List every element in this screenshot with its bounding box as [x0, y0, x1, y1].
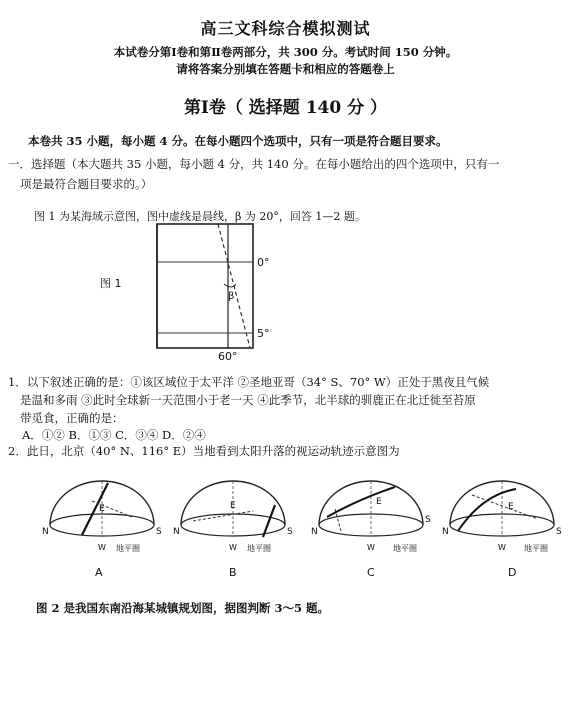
diagram-d-n-label: N	[442, 527, 449, 537]
diagram-c-horizon-label: 地平圈	[393, 544, 417, 553]
diagram-d-horizon-label: 地平圈	[524, 544, 548, 553]
diagram-b-n-label: N	[173, 527, 180, 537]
diagram-b-w-label: W	[229, 543, 237, 552]
diagram-d-s-label: S	[556, 527, 562, 537]
diagram-c-graphic	[319, 481, 423, 536]
question1-options: A．①② B．①③ C．③④ D．②④	[22, 428, 206, 442]
exam-subtitle-1: 本试卷分第Ⅰ卷和第Ⅱ卷两部分，共 300 分。考试时间 150 分钟。	[113, 45, 458, 59]
section-title: 第Ⅰ卷（ 选择题 140 分 ）	[183, 98, 388, 118]
diagram-b-e-label: E	[230, 501, 236, 511]
longitude-60-label: 60°	[218, 350, 238, 363]
diagram-a-w-label: W	[98, 543, 106, 552]
diagram-c-s-label: S	[425, 515, 431, 525]
diagram-d-letter: D	[508, 566, 517, 579]
diagram-d-e-label: E	[508, 502, 514, 512]
beta-angle-label: β	[228, 291, 235, 302]
diagram-c-n-label: N	[311, 527, 318, 537]
diagram-b-s-label: S	[287, 527, 293, 537]
figure1-label: 图 1	[100, 277, 122, 290]
diagram-d-graphic	[450, 481, 554, 536]
part-title-line1: 一．选择题（本大题共 35 小题，每小题 4 分，共 140 分。在每小题给出的四个选项中，只有一	[8, 157, 500, 171]
diagram-a-e-label: E	[99, 504, 105, 514]
question1-line2: 是温和多雨 ③此时全球新一天范围小于老一天 ④此季节，北半球的驯鹿正在北迁徙至苔原	[20, 393, 476, 407]
question2-line1: 2．此日，北京（40° N、116° E）当地看到太阳升落的视运动轨迹示意图为	[8, 444, 400, 458]
figure2-intro: 图 2 是我国东南沿海某城镇规划图，据图判断 3～5 题。	[36, 601, 330, 615]
exam-title: 高三文科综合模拟测试	[200, 19, 371, 38]
figure1-intro: 图 1 为某海域示意图，图中虚线是晨线，β 为 20°，回答 1—2 题。	[34, 210, 366, 223]
question1-line3: 带觅食，正确的是：	[20, 411, 124, 425]
diagram-a-s-label: S	[156, 527, 162, 537]
diagram-d-w-label: W	[498, 543, 506, 552]
diagram-a-letter: A	[95, 566, 103, 579]
diagram-c-e-label: E	[376, 497, 382, 507]
part-title-line2: 项是最符合题目要求的。）	[20, 177, 153, 191]
latitude-0-label: 0°	[257, 256, 270, 269]
section-intro: 本卷共 35 小题，每小题 4 分。在每小题四个选项中，只有一项是符合题目要求。	[28, 134, 448, 148]
diagram-b-horizon-label: 地平圈	[247, 544, 271, 553]
question1-line1: 1．以下叙述正确的是：①该区域位于太平洋 ②圣地亚哥（34° S、70° W）正处于黑夜且气候	[8, 375, 490, 389]
diagram-c-w-label: W	[367, 543, 375, 552]
diagram-a-n-label: N	[42, 527, 49, 537]
diagram-b-letter: B	[229, 566, 237, 579]
diagram-a-horizon-label: 地平圈	[116, 544, 140, 553]
latitude-5-label: 5°	[257, 327, 270, 340]
diagram-c-letter: C	[367, 566, 375, 579]
exam-subtitle-2: 请将答案分别填在答题卡和相应的答题卷上	[176, 62, 395, 76]
